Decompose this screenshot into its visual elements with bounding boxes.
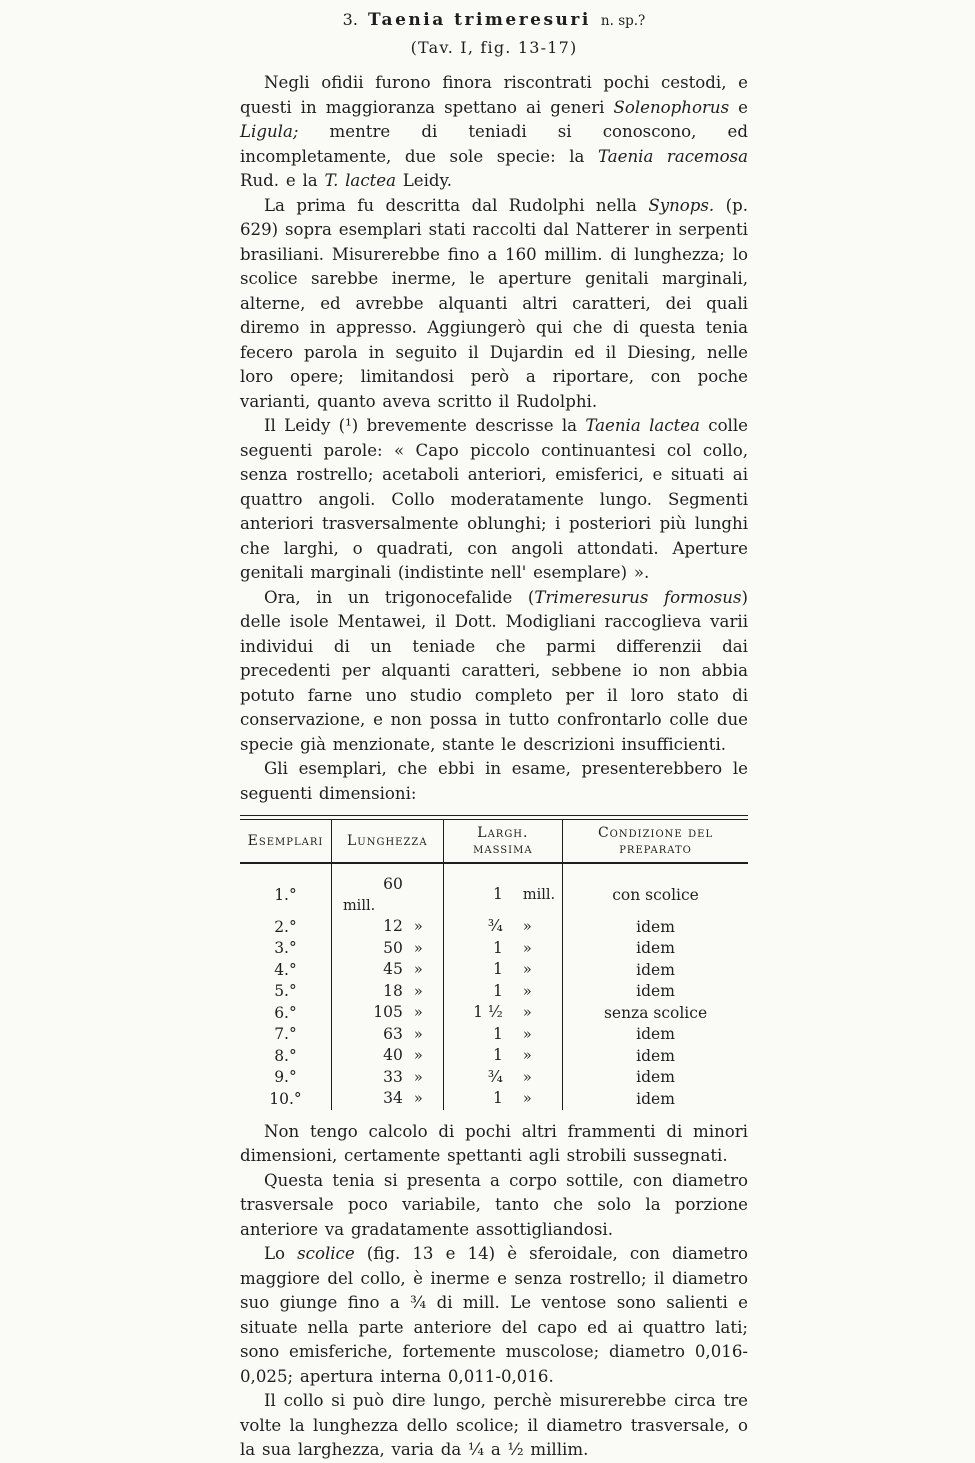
specimen-label: 8.° (240, 1045, 331, 1067)
paragraph (240, 1120, 748, 1169)
table-row (240, 1002, 748, 1024)
species-name: Taenia trimeresuri (368, 10, 591, 30)
table-header (240, 820, 748, 864)
text-run: mentre di teniadi si conoscono, ed incompletamente, due sole specie: la (240, 122, 748, 166)
specimen-width: 1 mill. (443, 863, 562, 916)
specimen-label: 9.° (240, 1067, 331, 1089)
specimen-condition: senza scolice (603, 1003, 708, 1022)
text-run: (p. 629) sopra esemplari stati raccolti dal Natterer in serpenti brasiliani. Misurerebbe fino a 160 millim. di lunghezza; lo scolice sarebbe inerme, le aperture genitali marginali, alterne, ed avrebbe alquanti altri caratteri, dei quali diremo in appresso. Aggiungerò qui che di questa tenia fecero parola in seguito il Dujardin ed il Diesing, nelle loro opere; limitandosi però a riportare, con poche varianti, quanto aveva scritto il Rudolphi. (240, 195, 748, 411)
specimen-label: 1.° (240, 863, 331, 916)
specimen-length: 50 » (331, 938, 443, 960)
italic-text: Trimeresurus formosus (534, 587, 742, 607)
specimen-width: 1 » (443, 1024, 562, 1046)
specimen-table (240, 819, 748, 1110)
specimen-width: 1 » (443, 959, 562, 981)
table-row (240, 916, 748, 938)
text-run: Gli esemplari, che ebbi in esame, presenterebbero le seguenti dimensioni: (240, 759, 748, 803)
column-header-condizione: Condizione del preparato (563, 820, 748, 864)
table-row (240, 959, 748, 981)
italic-text: scolice (297, 1244, 355, 1263)
paragraph (240, 414, 748, 586)
specimen-label: 4.° (240, 959, 331, 981)
text-run: (fig. 13 e 14) è sferoidale, con diametro maggiore del collo, è inerme e senza rostrello; il diametro suo giunge fino a ³⁄₄ di mill. Le ventose sono salienti e situate nella parte anteriore del capo ed ai quattro lati; sono emisferiche, fortemente muscolose; diametro 0,016-0,025; apertura interna 0,011-0,016. (240, 1244, 748, 1386)
text-run: La prima fu descritta dal Rudolphi nella (264, 195, 649, 215)
figure-reference: (Tav. I, fig. 13-17) (410, 38, 578, 57)
specimen-condition: idem (636, 1025, 675, 1043)
text-run: Leidy. (396, 171, 452, 190)
section-heading (240, 10, 748, 30)
table-row (240, 1024, 748, 1046)
specimen-width: 1 » (443, 1045, 562, 1067)
dimensions-table (240, 815, 748, 1110)
species-name-suffix: n. sp.? (600, 13, 646, 29)
table-row (240, 863, 748, 916)
specimen-width: ³⁄₄ » (443, 1067, 562, 1089)
italic-text: Ligula; (240, 122, 299, 141)
italic-text: Synops. (648, 195, 715, 215)
body-text-after-table (240, 1120, 748, 1463)
specimen-label: 3.° (240, 938, 331, 960)
text-run: ) delle isole Mentawei, il Dott. Modigliani raccoglieva varii individui di un teniade che parmi differenzii dai precedenti per alquanti caratteri, sebbene io non abbia potuto farne uno studio completo per il loro stato di conservazione, e non possa in tutto confrontarlo colle due specie già menzionate, stante le descrizioni insufficienti. (240, 587, 748, 754)
table-row (240, 981, 748, 1003)
specimen-condition: idem (636, 982, 675, 1000)
specimen-condition: idem (636, 1089, 675, 1108)
specimen-label: 6.° (240, 1002, 331, 1024)
paragraph (240, 71, 748, 194)
specimen-condition: idem (636, 960, 675, 979)
specimen-width: 1 ¹⁄₂ » (443, 1002, 562, 1024)
table-row (240, 938, 748, 960)
specimen-length: 12 » (331, 916, 443, 938)
document-page (240, 10, 748, 1463)
column-header-lunghezza: Lunghezza (331, 820, 443, 864)
text-run: Questa tenia si presenta a corpo sottile, con diametro trasversale poco variabile, tanto che solo la porzione anteriore va gradatamente assottigliandosi. (240, 1170, 748, 1239)
section-number: 3. (342, 10, 358, 29)
specimen-condition: idem (636, 1046, 675, 1065)
specimen-label: 5.° (240, 981, 331, 1003)
text-run: Rud. e la (240, 171, 325, 190)
text-run: e (729, 97, 748, 117)
body-text-before-table (240, 71, 748, 806)
text-run: Il collo si può dire lungo, perchè misurerebbe circa tre volte la lunghezza dello scolice; il diametro trasversale, o la sua larghezza, varia da ¹⁄₄ a ¹⁄₂ millim. (240, 1391, 748, 1459)
specimen-width: ³⁄₄ » (443, 916, 562, 938)
specimen-width: 1 » (443, 938, 562, 960)
paragraph (240, 757, 748, 806)
paragraph (240, 586, 748, 758)
specimen-length: 105 » (331, 1002, 443, 1024)
specimen-label: 10.° (240, 1088, 331, 1110)
specimen-width: 1 » (443, 981, 562, 1003)
table-body (240, 863, 748, 1110)
paragraph (240, 194, 748, 415)
specimen-length: 33 » (331, 1067, 443, 1089)
text-run: Il Leidy (¹) brevemente descrisse la (264, 416, 586, 435)
specimen-condition: idem (636, 939, 675, 957)
italic-text: Taenia lactea (585, 416, 700, 435)
specimen-length: 45 » (331, 959, 443, 981)
paragraph (240, 1242, 748, 1389)
specimen-length: 60mill. (331, 863, 443, 916)
specimen-condition: idem (636, 917, 675, 936)
text-run: Non tengo calcolo di pochi altri frammenti di minori dimensioni, certamente spettanti agli strobili sussegnati. (240, 1121, 748, 1165)
specimen-length: 40 » (331, 1045, 443, 1067)
text-run: Ora, in un trigonocefalide ( (264, 587, 535, 607)
specimen-condition: con scolice (612, 885, 699, 904)
text-run: Lo (264, 1244, 298, 1263)
column-header-largh-massima: Largh. massima (443, 820, 562, 864)
paragraph (240, 1389, 748, 1463)
specimen-condition: idem (636, 1068, 675, 1086)
paragraph (240, 1169, 748, 1243)
specimen-width: 1 » (443, 1088, 562, 1110)
italic-text: T. lactea (324, 171, 396, 190)
table-row (240, 1045, 748, 1067)
text-run: Negli ofidii furono finora riscontrati pochi cestodi, e questi in maggioranza spettano ai generi (240, 73, 748, 117)
specimen-label: 2.° (240, 916, 331, 938)
specimen-length: 34 » (331, 1088, 443, 1110)
table-row (240, 1088, 748, 1110)
column-header-esemplari: Esemplari (240, 820, 331, 864)
italic-text: Taenia racemosa (598, 146, 748, 166)
specimen-label: 7.° (240, 1024, 331, 1046)
specimen-length: 18 » (331, 981, 443, 1003)
table-row (240, 1067, 748, 1089)
text-run: colle seguenti parole: « Capo piccolo continuantesi col collo, senza rostrello; acetaboli anteriori, emisferici, e situati ai quattro angoli. Collo moderatamente lungo. Segmenti anteriori trasversalmente oblunghi; i posteriori più lunghi che larghi, o quadrati, con angoli attondati. Aperture genitali marginali (indistinte nell' esemplare) ». (240, 416, 748, 582)
specimen-length: 63 » (331, 1024, 443, 1046)
italic-text: Solenophorus (613, 97, 730, 117)
